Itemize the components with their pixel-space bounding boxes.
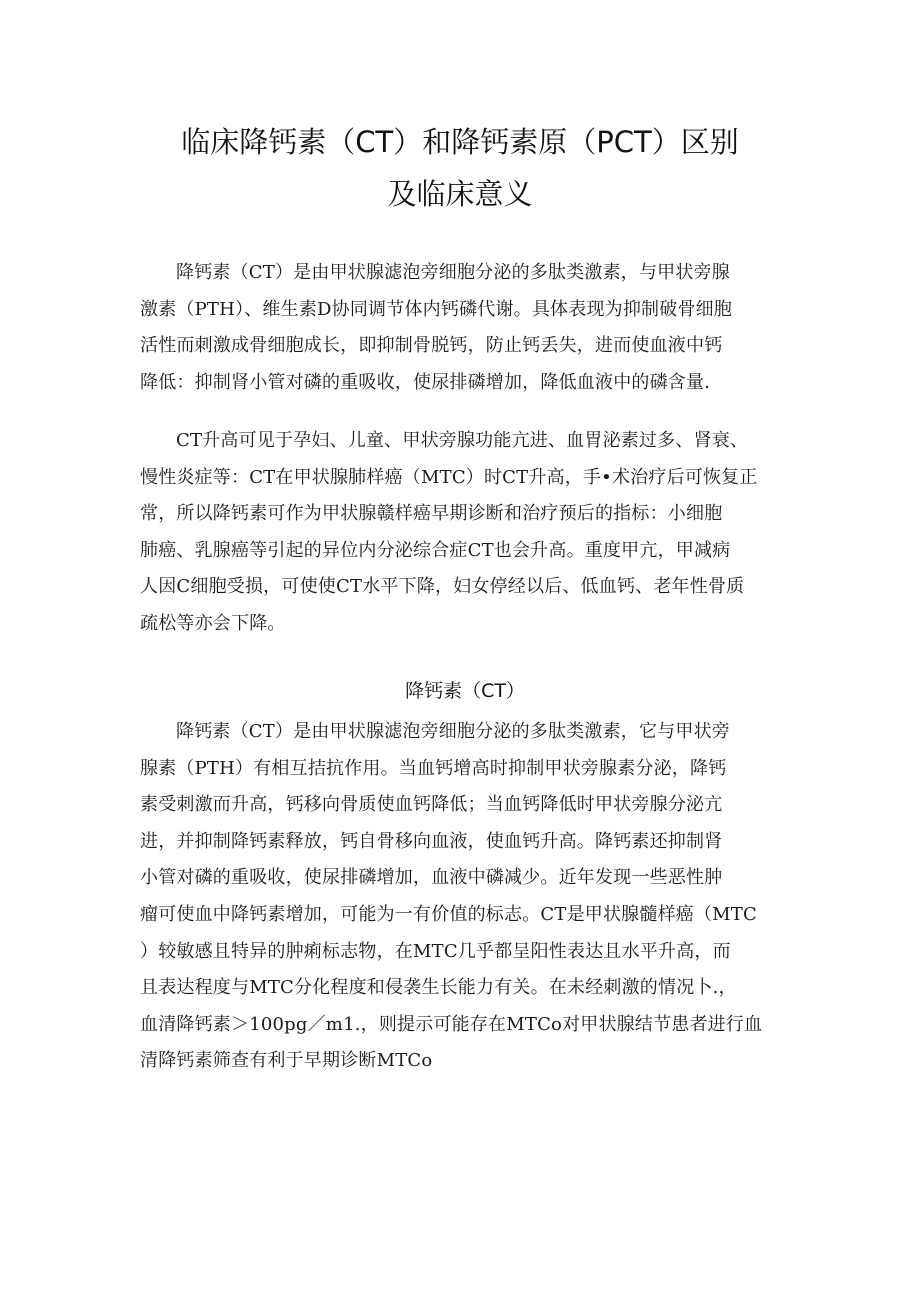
paragraph-line: ）较敏感且特异的肿痢标志物，在MTC几乎都呈阳性表达且水平升高，而 xyxy=(140,940,731,962)
section-heading-ct: 降钙素（CT） xyxy=(405,680,525,702)
paragraph-line: 进，并抑制降钙素释放，钙自骨移向血液，使血钙升高。降钙素还抑制肾 xyxy=(140,830,723,852)
paragraph-ct-detail xyxy=(140,714,790,1080)
paragraph-line: 腺素（PTH）有相互拮抗作用。当血钙增高时抑制甲状旁腺素分泌，降钙 xyxy=(140,757,727,779)
paragraph-line: 小管对磷的重吸收，使尿排磷增加，血液中磷减少。近年发现一些恶性肿 xyxy=(140,867,723,889)
paragraph-line: 降钙素（CT）是由甲状腺滤泡旁细胞分泌的多肽类激素，与甲状旁腺 xyxy=(176,262,730,283)
paragraph-line: 常，所以降钙素可作为甲状腺赣样癌早期诊断和治疗预后的指标：小细胞 xyxy=(140,503,723,525)
paragraph-line: 瘤可使血中降钙素增加，可能为一有价值的标志。CT是甲状腺髓样癌（MTC xyxy=(140,903,757,925)
paragraph-line: 激素（PTH）、维生素D协同调节体内钙磷代谢。具体表现为抑制破骨细胞 xyxy=(140,298,733,320)
paragraph-line: 清降钙素筛查有利于早期诊断MTCo xyxy=(140,1050,433,1072)
paragraph-line: 人因C细胞受损，可使使CT水平下降，妇女停经以后、低血钙、老年性骨质 xyxy=(140,576,745,598)
paragraph-line: 血清降钙素＞100pg／m1.，则提示可能存在MTCo对甲状腺结节患者进行血 xyxy=(140,1013,763,1035)
paragraph-line: 降低：抑制肾小管对磷的重吸收，使尿排磷增加，降低血液中的磷含量. xyxy=(140,371,711,393)
paragraph-line: 素受刺激而升高，钙移向骨质使血钙降低；当血钙降低时甲状旁腺分泌亢 xyxy=(140,794,723,816)
title-line-2: 及临床意义 xyxy=(387,177,533,211)
paragraph-ct-overview xyxy=(140,255,790,401)
paragraph-line: 且表达程度与MTC分化程度和侵袭生长能力有关。在未经刺激的情况卜.， xyxy=(140,977,737,999)
paragraph-line: 降钙素（CT）是由甲状腺滤泡旁细胞分泌的多肽类激素，它与甲状旁 xyxy=(176,721,730,742)
paragraph-line: 肺癌、乳腺癌等引起的异位内分泌综合症CT也会升高。重度甲亢，甲减病 xyxy=(140,539,731,561)
paragraph-line: CT升高可见于孕妇、儿童、甲状旁腺功能亢进、血胃泌素过多、肾衰、 xyxy=(176,430,749,451)
paragraph-ct-clinical xyxy=(140,423,790,643)
paragraph-line: 疏松等亦会下降。 xyxy=(140,612,286,634)
paragraph-line: 慢性炎症等：CT在甲状腺肺样癌（MTC）时CT升高，手•术治疗后可恢复正 xyxy=(140,466,758,488)
document-title xyxy=(140,116,780,220)
title-line-1: 临床降钙素（CT）和降钙素原（PCT）区别 xyxy=(181,125,739,159)
paragraph-line: 活性而刺激成骨细胞成长，即抑制骨脱钙，防止钙丢失，进而使血液中钙 xyxy=(140,335,723,357)
